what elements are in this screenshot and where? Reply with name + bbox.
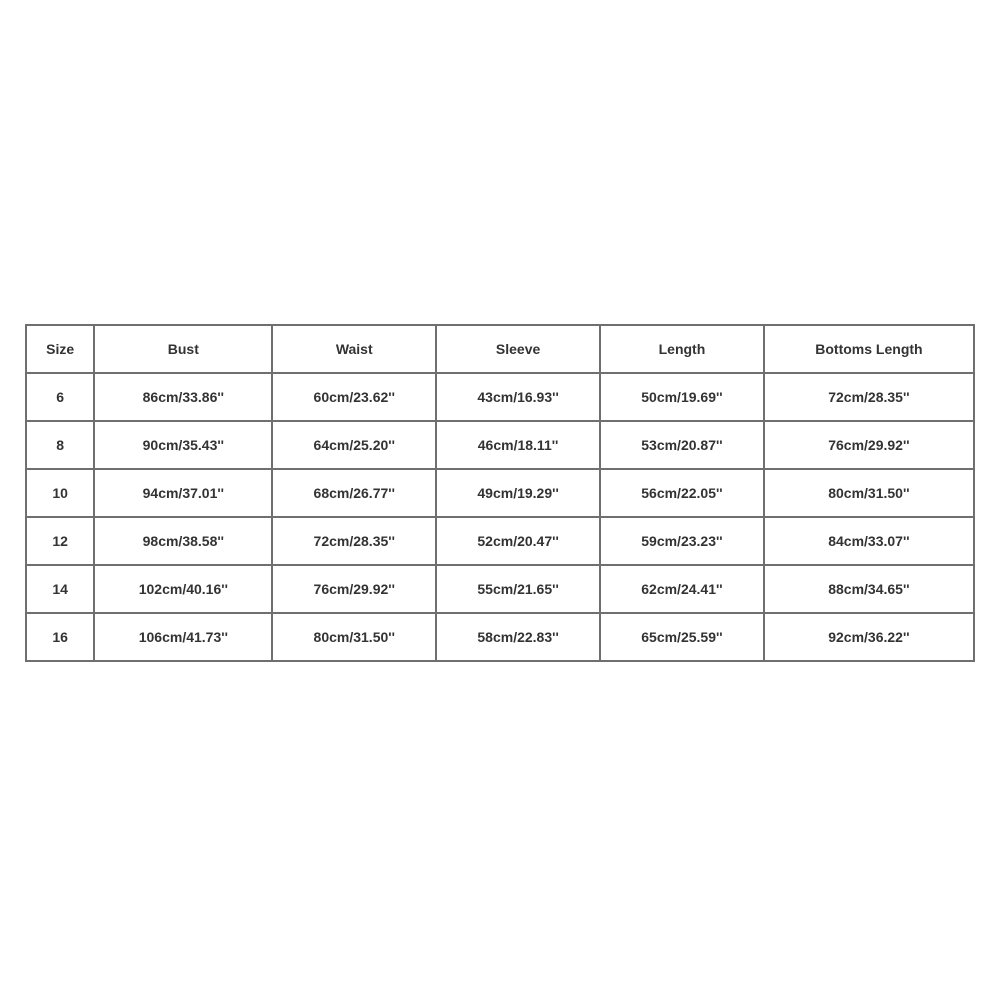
cell-bust: 98cm/38.58'': [94, 517, 272, 565]
cell-length: 56cm/22.05'': [600, 469, 764, 517]
header-bottoms-length: Bottoms Length: [764, 325, 974, 373]
cell-bottoms-length: 80cm/31.50'': [764, 469, 974, 517]
header-sleeve: Sleeve: [436, 325, 600, 373]
cell-bust: 102cm/40.16'': [94, 565, 272, 613]
cell-waist: 80cm/31.50'': [272, 613, 436, 661]
header-waist: Waist: [272, 325, 436, 373]
cell-bust: 90cm/35.43'': [94, 421, 272, 469]
cell-size: 12: [26, 517, 94, 565]
cell-length: 53cm/20.87'': [600, 421, 764, 469]
cell-bottoms-length: 92cm/36.22'': [764, 613, 974, 661]
cell-bottoms-length: 76cm/29.92'': [764, 421, 974, 469]
table-row: [26, 421, 974, 469]
header-bust: Bust: [94, 325, 272, 373]
header-size: Size: [26, 325, 94, 373]
cell-size: 6: [26, 373, 94, 421]
cell-size: 14: [26, 565, 94, 613]
cell-bottoms-length: 88cm/34.65'': [764, 565, 974, 613]
cell-waist: 76cm/29.92'': [272, 565, 436, 613]
table-row: [26, 517, 974, 565]
cell-sleeve: 46cm/18.11'': [436, 421, 600, 469]
cell-length: 50cm/19.69'': [600, 373, 764, 421]
cell-size: 16: [26, 613, 94, 661]
cell-bottoms-length: 72cm/28.35'': [764, 373, 974, 421]
header-row: [26, 325, 974, 373]
cell-size: 8: [26, 421, 94, 469]
cell-length: 65cm/25.59'': [600, 613, 764, 661]
cell-bust: 106cm/41.73'': [94, 613, 272, 661]
table-row: [26, 565, 974, 613]
cell-sleeve: 49cm/19.29'': [436, 469, 600, 517]
cell-length: 59cm/23.23'': [600, 517, 764, 565]
cell-waist: 68cm/26.77'': [272, 469, 436, 517]
cell-waist: 60cm/23.62'': [272, 373, 436, 421]
table-row: [26, 469, 974, 517]
table-row: [26, 613, 974, 661]
cell-waist: 64cm/25.20'': [272, 421, 436, 469]
cell-sleeve: 55cm/21.65'': [436, 565, 600, 613]
cell-bust: 86cm/33.86'': [94, 373, 272, 421]
size-chart-table: [25, 324, 975, 662]
cell-bust: 94cm/37.01'': [94, 469, 272, 517]
cell-length: 62cm/24.41'': [600, 565, 764, 613]
header-length: Length: [600, 325, 764, 373]
cell-sleeve: 43cm/16.93'': [436, 373, 600, 421]
table-row: [26, 373, 974, 421]
cell-waist: 72cm/28.35'': [272, 517, 436, 565]
cell-bottoms-length: 84cm/33.07'': [764, 517, 974, 565]
cell-sleeve: 58cm/22.83'': [436, 613, 600, 661]
cell-size: 10: [26, 469, 94, 517]
cell-sleeve: 52cm/20.47'': [436, 517, 600, 565]
